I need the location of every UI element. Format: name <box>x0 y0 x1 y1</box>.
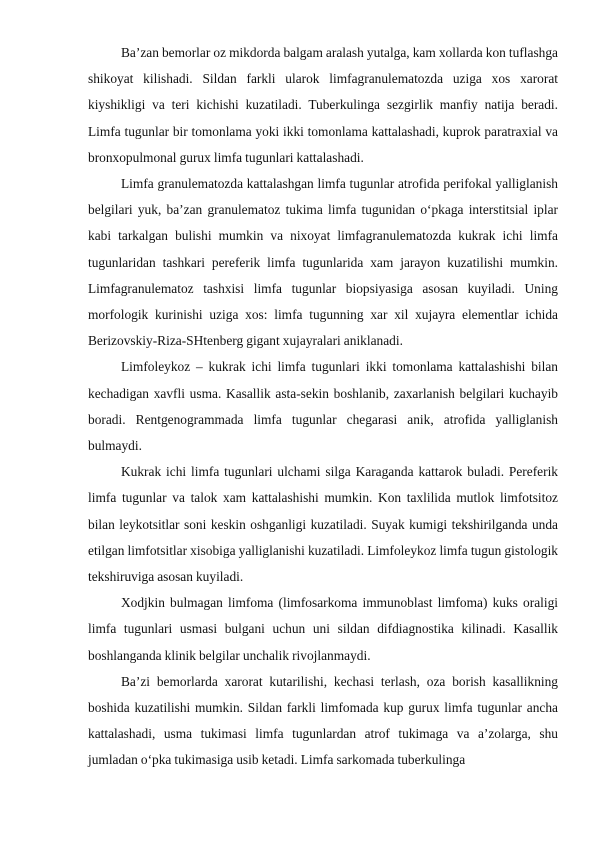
document-page <box>88 40 558 774</box>
paragraph-4: Kukrak ichi limfa tugunlari ulchami silga Karaganda kattarok buladi. Pereferik limfa tugunlar va talok xam kattalashishi mumkin. Kon taxlilida mutlok limfotsitoz bilan leykotsitlar soni keskin oshganligi kuzatiladi. Suyak kumigi tekshirilganda unda etilgan limfotsitlar xisobiga yalliglanishi kuzatiladi. Limfoleykoz limfa tugun gistologik tekshiruviga asosan kuyiladi. <box>88 464 558 585</box>
paragraph-5: Xodjkin bulmagan limfoma (limfosarkoma immunoblast limfoma) kuks oraligi limfa tugunlari usmasi bulgani uchun uni sildan difdiagnostika kilinadi. Kasallik boshlanganda klinik belgilar unchalik rivojlanmaydi. <box>88 595 558 663</box>
paragraph-2: Limfa granulematozda kattalashgan limfa tugunlar atrofida perifokal yalliglanish belgilari yuk, ba’zan granulematoz tukima limfa tugunidan o‘pkaga interstitsial iplar kabi tarkalgan bulishi mumkin va nixoyat limfagranulematozda kukrak ichi limfa tugunlaridan tashkari pereferik limfa tugunlarida xam jarayon kuzatilishi mumkin. Limfagranulematoz tashxisi limfa tugunlar biopsiyasiga asosan kuyiladi. Uning morfologik kurinishi uziga xos: limfa tugunning xar xil xujayra elementlar ichida Berizovskiy-Riza-SHtenberg gigant xujayralari aniklanadi. <box>88 176 558 349</box>
paragraph-3: Limfoleykoz – kukrak ichi limfa tugunlari ikki tomonlama kattalashishi bilan kechadigan xavfli usma. Kasallik asta-sekin boshlanib, zaxarlanish belgilari kuchayib boradi. Rentgenogrammada limfa tugunlar chegarasi anik, atrofida yalliglanish bulmaydi. <box>88 359 558 454</box>
paragraph-6: Ba’zi bemorlarda xarorat kutarilishi, kechasi terlash, oza borish kasallikning boshida kuzatilishi mumkin. Sildan farkli limfomada kup gurux limfa tugunlar ancha kattalashadi, usma tukimasi limfa tugunlardan atrof tukimaga va a’zolarga, shu jumladan o‘pka tukimasiga usib ketadi. Limfa sarkomada tuberkulinga <box>88 673 558 768</box>
paragraph-1: Ba’zan bemorlar oz mikdorda balgam aralash yutalga, kam xollarda kon tuflashga shikoyat kilishadi. Sildan farkli ularok limfagranulematozda uziga xos xarorat kiyshikligi va teri kichishi kuzatiladi. Tuberkulinga sezgirlik manfiy natija beradi. Limfa tugunlar bir tomonlama yoki ikki tomonlama kattalashadi, kuprok paratraxial va bronxopulmonal gurux limfa tugunlari kattalashadi. <box>88 45 558 165</box>
